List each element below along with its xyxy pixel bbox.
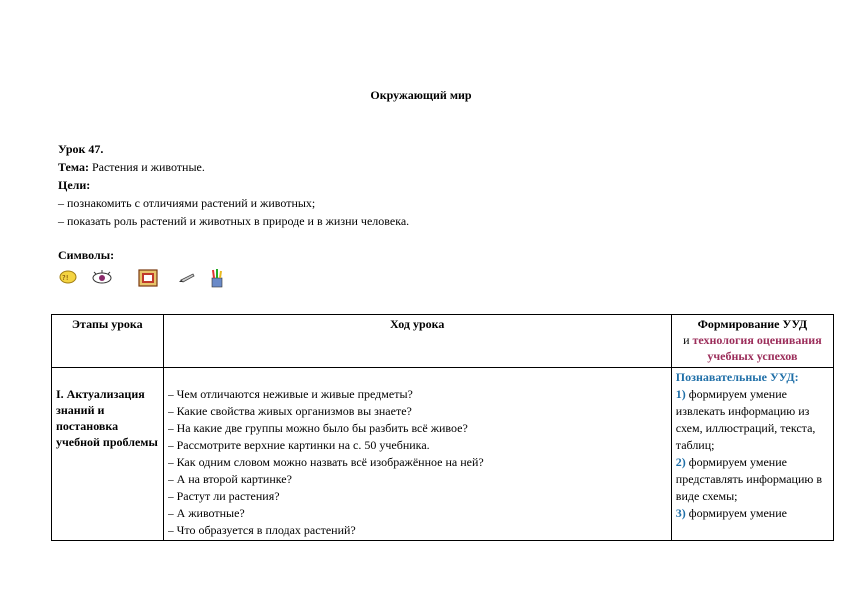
step-item: – На какие две группы можно было бы разбить всё живое? [167,421,468,435]
light-bulb-icon [58,268,78,288]
pencils-icon [208,268,228,288]
step-item: – Чем отличаются неживые и живые предметы? [167,387,413,401]
uud-item [676,505,829,522]
uud-item-number: 2) [675,455,686,469]
uud-item [676,386,829,454]
uud-item-number: 1) [675,387,686,401]
goal-item: – познакомить с отличиями растений и животных; [58,196,316,210]
uud-item-text: формируем умение [685,506,787,520]
topic-label: Тема: [58,160,89,174]
symbols-label: Символы: [58,248,115,262]
uud-item [676,454,829,505]
stage-label: I. Актуализация знаний и постановка учебной проблемы [56,387,158,449]
step-item: – Как одним словом можно назвать всё изображённое на ней? [167,455,484,469]
lesson-number: Урок 47. [58,142,104,156]
step-item: – Что образуется в плодах растений? [167,523,356,537]
step-item: – Какие свойства живых организмов вы знаете? [167,404,412,418]
step-item: – Растут ли растения? [167,489,280,503]
uud-title: Познавательные УУД: [675,370,799,384]
stage-cell [52,368,164,541]
uud-cell [671,368,833,541]
uud-item-text: формируем умение представлять информацию в виде схемы; [675,455,823,503]
svg-text:?!: ?! [62,274,69,282]
header-uud-sub [676,332,829,364]
topic-value: Растения и животные. [88,160,205,174]
document-title: Окружающий мир [370,88,472,102]
header-stages-label: Этапы урока [71,317,143,331]
step-item: – А на второй картинке? [167,472,292,486]
lesson-header [58,140,409,230]
header-stages [52,315,164,368]
header-course [163,315,671,368]
eye-icon [92,268,112,288]
step-item: – А животные? [167,506,245,520]
header-uud-label: Формирование УУД [697,317,808,331]
uud-item-number: 3) [675,506,686,520]
header-course-label: Ход урока [389,317,445,331]
table-row [52,368,834,541]
table-header-row [52,315,834,368]
header-uud [671,315,833,368]
step-item: – Рассмотрите верхние картинки на с. 50 учебника. [167,438,430,452]
lesson-table [51,314,834,541]
steps-cell [163,368,671,541]
lesson-topic [58,158,409,176]
pen-icon [178,268,198,288]
goals-label: Цели: [58,178,91,192]
header-uud-assessment: технология оценивания учебных успехов [692,333,822,363]
uud-item-text: формируем умение извлекать информацию из схем, иллюстраций, текста, таблиц; [675,387,816,452]
header-uud-and: и [683,333,693,347]
goal-item: – показать роль растений и животных в природе и в жизни человека. [58,214,410,228]
book-icon [138,268,158,288]
